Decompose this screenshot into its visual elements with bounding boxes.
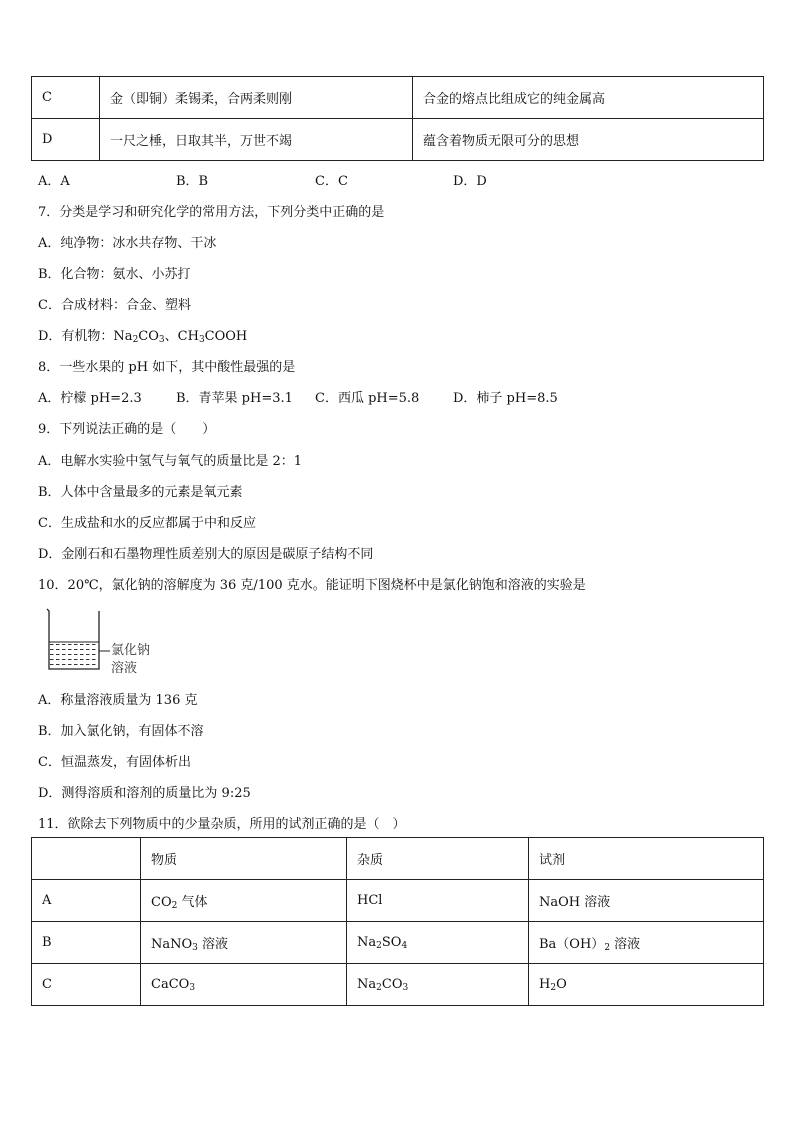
option-b: B．加入氯化钠，有固体不溶 — [38, 724, 204, 739]
option-a: A．纯净物：冰水共存物、干冰 — [38, 236, 217, 251]
option-c: C．生成盐和水的反应都属于中和反应 — [38, 516, 256, 531]
option-a: A．电解水实验中氢气与氧气的质量比是 2：1 — [38, 454, 303, 469]
option-a: A．A — [38, 174, 70, 189]
table-row — [32, 77, 764, 119]
table-row — [32, 964, 764, 1006]
table-row — [32, 880, 764, 922]
option-d: D．金刚石和石墨物理性质差别大的原因是碳原子结构不同 — [38, 547, 374, 562]
table-cell: NaOH 溶液 — [529, 880, 764, 922]
table-cell: NaNO$_3$ 溶液 — [141, 922, 347, 964]
question-stem: 10．20℃，氯化钠的溶解度为 36 克/100 克水。能证明下图烧杯中是氯化钠饱和溶液的实验是 — [38, 578, 586, 593]
table-cell: $CO_2$ 气体 — [141, 880, 347, 922]
figure-label: 氯化钠 — [111, 643, 151, 658]
option-c: C．合成材料：合金、塑料 — [38, 298, 191, 313]
table-cell: 一尺之棰，日取其半，万世不竭 — [100, 119, 413, 161]
option-b: B．青苹果 pH=3.1 — [176, 391, 293, 406]
q11-table — [31, 837, 764, 1006]
option-d: D．柿子 pH=8.5 — [453, 391, 558, 406]
table-header: 杂质 — [347, 838, 529, 880]
question-stem: 9．下列说法正确的是（ ） — [38, 422, 216, 437]
table-row — [32, 119, 764, 161]
option-b: B．人体中含量最多的元素是氧元素 — [38, 485, 243, 500]
table-cell: $Na_2CO_3$ — [347, 964, 529, 1006]
option-d: D．D — [453, 174, 487, 189]
option-a: A．称量溶液质量为 136 克 — [38, 693, 198, 708]
table-row — [32, 922, 764, 964]
table-cell: 金（即铜）柔锡柔，合两柔则刚 — [100, 77, 413, 119]
option-c: C．西瓜 pH=5.8 — [315, 391, 420, 406]
row-label: D — [32, 119, 100, 161]
table-cell: HCl — [347, 880, 529, 922]
table-cell: CaCO$_3$ — [141, 964, 347, 1006]
option-d: D．有机物：$Na_2CO_3$、$CH_3COOH$ — [38, 329, 248, 345]
row-label: C — [32, 964, 141, 1006]
table-header — [32, 838, 141, 880]
option-c: C．C — [315, 174, 348, 189]
figure-label: 溶液 — [111, 661, 138, 676]
table-header: 物质 — [141, 838, 347, 880]
option-d: D．测得溶质和溶剂的质量比为 9:25 — [38, 786, 251, 801]
table-cell: 蕴含着物质无限可分的思想 — [413, 119, 764, 161]
question-stem: 11．欲除去下列物质中的少量杂质，所用的试剂正确的是（ ） — [38, 817, 406, 832]
q6-table — [31, 76, 764, 161]
table-cell: 合金的熔点比组成它的纯金属高 — [413, 77, 764, 119]
option-c: C．恒温蒸发，有固体析出 — [38, 755, 191, 770]
row-label: C — [32, 77, 100, 119]
row-label: B — [32, 922, 141, 964]
table-cell: $Na_2SO_4$ — [347, 922, 529, 964]
option-b: B．化合物：氨水、小苏打 — [38, 267, 191, 282]
beaker-figure — [44, 607, 204, 679]
table-cell: $H_2O$ — [529, 964, 764, 1006]
table-cell: $Ba(OH)_2$ 溶液 — [529, 922, 764, 964]
question-stem: 8．一些水果的 pH 如下，其中酸性最强的是 — [38, 360, 296, 375]
question-stem: 7．分类是学习和研究化学的常用方法，下列分类中正确的是 — [38, 205, 385, 220]
option-b: B．B — [176, 174, 209, 189]
table-header-row — [32, 838, 764, 880]
row-label: A — [32, 880, 141, 922]
table-header: 试剂 — [529, 838, 764, 880]
option-a: A．柠檬 pH=2.3 — [38, 391, 142, 406]
